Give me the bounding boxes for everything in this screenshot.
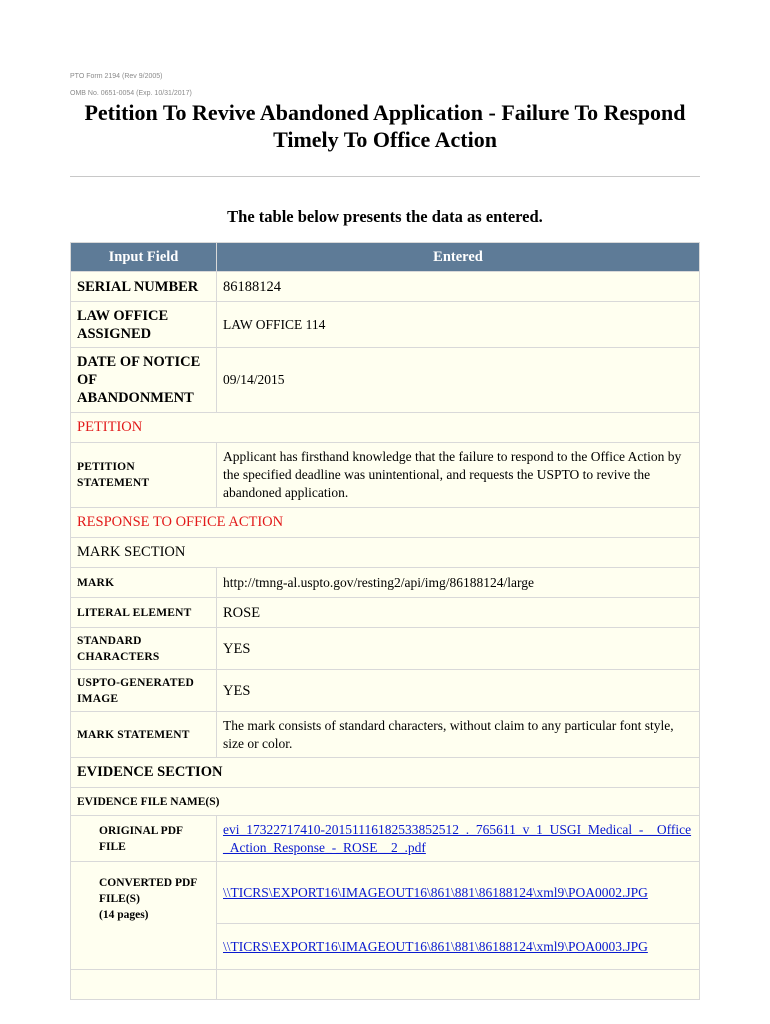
mark-label: MARK <box>71 568 217 598</box>
table-header-row <box>71 243 700 272</box>
section-row <box>71 413 700 443</box>
table-caption: The table below presents the data as entered. <box>227 207 543 226</box>
table-row <box>71 712 700 758</box>
original-pdf-cell <box>217 816 700 862</box>
section-row <box>71 758 700 788</box>
response-section-heading: RESPONSE TO OFFICE ACTION <box>71 508 700 538</box>
mark-statement-label: MARK STATEMENT <box>71 712 217 758</box>
table-row <box>71 862 700 924</box>
notice-date-label: DATE OF NOTICE OF ABANDONMENT <box>71 348 217 413</box>
empty-cell <box>217 970 700 1000</box>
serial-number-value: 86188124 <box>217 272 700 302</box>
section-row <box>71 538 700 568</box>
evidence-section-heading: EVIDENCE SECTION <box>71 758 700 788</box>
omb-number: OMB No. 0651-0054 (Exp. 10/31/2017) <box>70 90 192 97</box>
uspto-image-label: USPTO-GENERATED IMAGE <box>71 670 217 712</box>
table-row <box>71 443 700 508</box>
petition-statement-label: PETITION STATEMENT <box>71 443 217 508</box>
original-pdf-label-text: ORIGINAL PDF FILE <box>99 824 183 853</box>
uspto-image-value: YES <box>217 670 700 712</box>
petition-statement-value: Applicant has firsthand knowledge that the failure to respond to the Office Action by the specified deadline was unintentional, and requests the USPTO to revive the abandoned application. <box>217 443 700 508</box>
table-row <box>71 348 700 413</box>
law-office-label: LAW OFFICE ASSIGNED <box>71 302 217 348</box>
section-row <box>71 508 700 538</box>
column-header-entered: Entered <box>217 243 700 272</box>
standard-characters-label: STANDARD CHARACTERS <box>71 628 217 670</box>
data-table <box>70 242 700 1000</box>
converted-pages-count: (14 pages) <box>99 909 149 921</box>
table-row <box>71 568 700 598</box>
column-header-input: Input Field <box>71 243 217 272</box>
table-row <box>71 272 700 302</box>
literal-element-label: LITERAL ELEMENT <box>71 598 217 628</box>
form-id: PTO Form 2194 (Rev 9/2005) <box>70 73 163 80</box>
converted-pdf-label: CONVERTED PDF FILE(S) <box>99 877 197 905</box>
table-row <box>71 302 700 348</box>
notice-date-value: 09/14/2015 <box>217 348 700 413</box>
table-row <box>71 788 700 816</box>
table-row <box>71 628 700 670</box>
standard-characters-value: YES <box>217 628 700 670</box>
page-title: Petition To Revive Abandoned Application - Failure To Respond Timely To Office Action <box>84 100 686 152</box>
mark-section-heading: MARK SECTION <box>71 538 700 568</box>
converted-file-link[interactable]: \\TICRS\EXPORT16\IMAGEOUT16\861\881\86188124\xml9\POA0003.JPG <box>223 938 648 954</box>
table-row <box>71 670 700 712</box>
converted-file-cell <box>217 924 700 970</box>
law-office-value: LAW OFFICE 114 <box>217 302 700 348</box>
converted-file-link[interactable]: \\TICRS\EXPORT16\IMAGEOUT16\861\881\86188124\xml9\POA0002.JPG <box>223 884 648 900</box>
table-row <box>71 816 700 862</box>
mark-value: http://tmng-al.uspto.gov/resting2/api/img/86188124/large <box>217 568 700 598</box>
converted-file-cell <box>217 862 700 924</box>
mark-statement-value: The mark consists of standard characters, without claim to any particular font style, size or color. <box>217 712 700 758</box>
converted-pdf-label-cell <box>71 862 217 970</box>
original-pdf-link[interactable]: evi_17322717410-20151116182533852512_._765611_v_1_USGI_Medical_-__Office_Action_Response_-_ROSE__2_.pdf <box>223 821 692 855</box>
literal-element-value: ROSE <box>217 598 700 628</box>
petition-section-heading: PETITION <box>71 413 700 443</box>
serial-number-label: SERIAL NUMBER <box>71 272 217 302</box>
evidence-file-names-heading: EVIDENCE FILE NAME(S) <box>71 788 700 816</box>
table-row <box>71 970 700 1000</box>
table-row <box>71 598 700 628</box>
divider <box>70 176 700 177</box>
original-pdf-label <box>71 816 217 862</box>
empty-cell <box>71 970 217 1000</box>
